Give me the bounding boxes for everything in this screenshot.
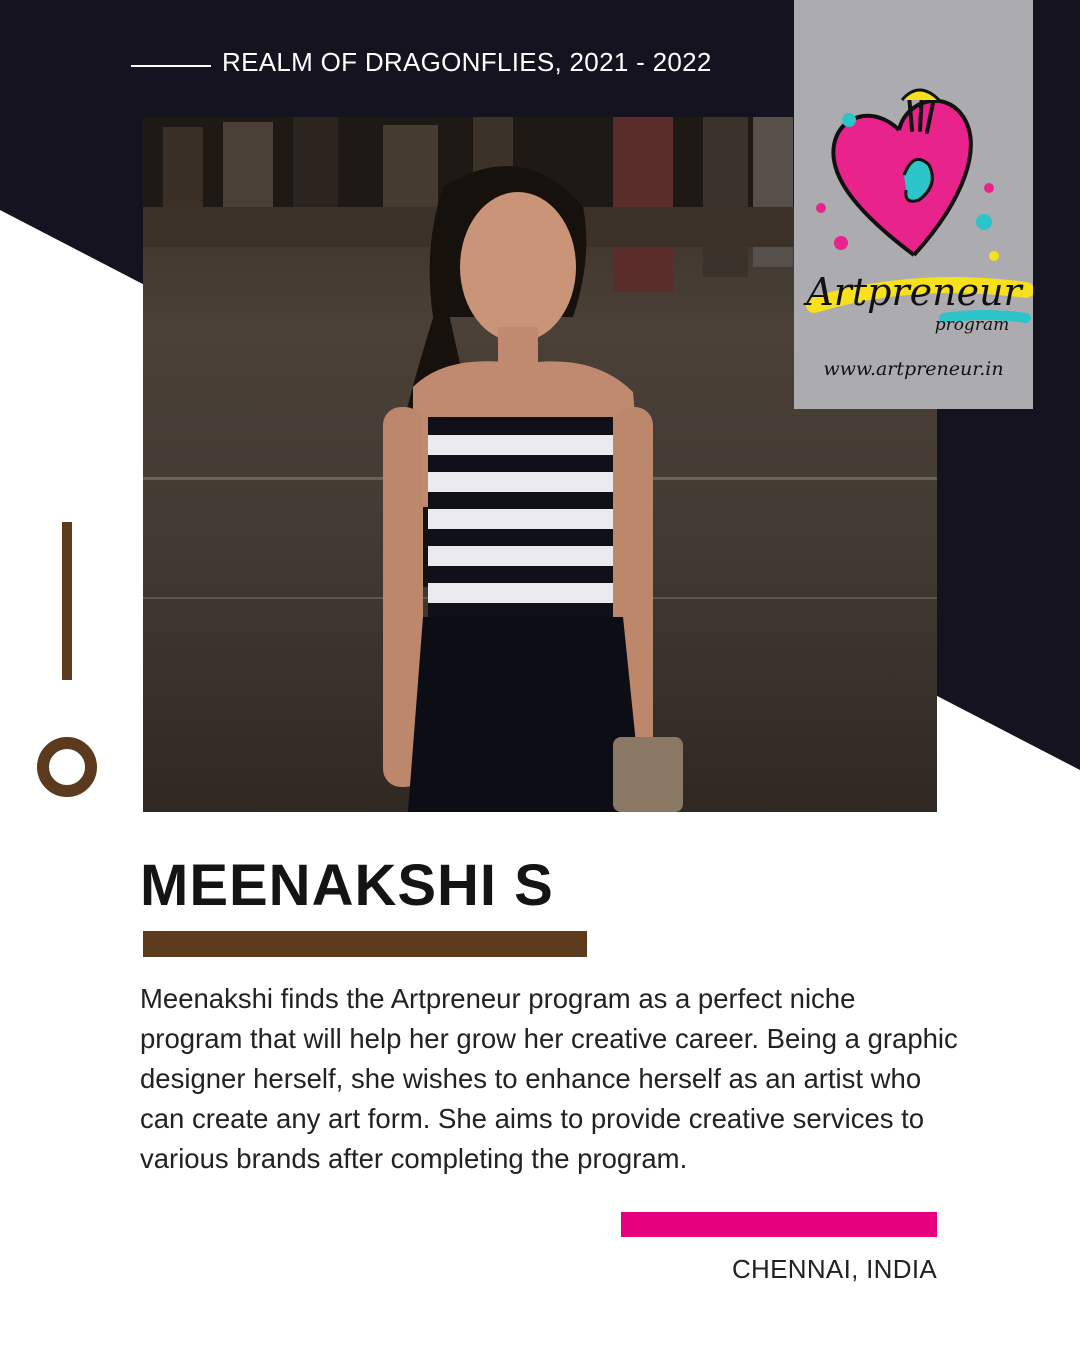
person-bio: Meenakshi finds the Artpreneur program as a perfect niche program that will help her grow her creative career. Being a graphic designer herself, she wishes to enhance herself as an artist who can create any art form. She aims to provide creative services to various brands after completing the program. (140, 983, 958, 1174)
decorative-ring-icon (37, 737, 97, 797)
dot-icon (989, 251, 999, 261)
logo-url: www.artpreneur.in (823, 358, 1004, 380)
logo-wordmark: Artpreneur (806, 270, 1022, 314)
decorative-vertical-bar (62, 522, 72, 680)
artpreneur-logo (794, 0, 1033, 350)
person-name: MEENAKSHI S (140, 853, 554, 918)
person-location: CHENNAI, INDIA (731, 1254, 937, 1284)
logo-subtitle: program (934, 315, 1010, 335)
eyebrow-divider (131, 65, 211, 67)
dot-icon (984, 183, 994, 193)
dot-icon (842, 113, 856, 127)
artpreneur-logo-panel (794, 0, 1033, 409)
dot-icon (834, 236, 848, 250)
dot-icon (816, 203, 826, 213)
location-accent-bar (621, 1212, 937, 1237)
name-underline-bar (143, 931, 587, 957)
program-edition-title: REALM OF DRAGONFLIES, 2021 - 2022 (222, 47, 712, 77)
dot-icon (976, 214, 992, 230)
